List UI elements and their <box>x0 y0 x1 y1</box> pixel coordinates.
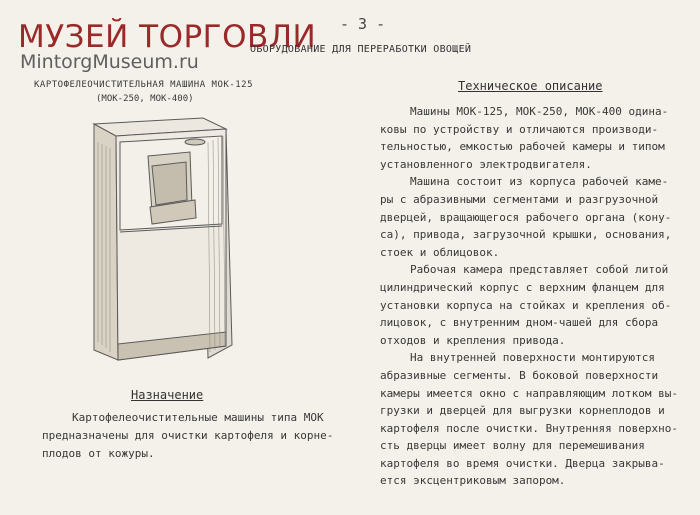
description-line: тельностью, емкостью рабочей камеры и типом <box>380 140 665 154</box>
purpose-line: плодов от кожуры. <box>42 447 155 460</box>
description-line: ковы по устройству и отличаются производи- <box>380 122 659 136</box>
description-line: установки корпуса на стойках и крепления об- <box>380 298 672 312</box>
purpose-line: Картофелеочистительные машины типа МОК <box>72 411 324 424</box>
machine-title: КАРТОФЕЛЕОЧИСТИТЕЛЬНАЯ МАШИНА МОК-125 <box>34 80 253 90</box>
description-line: абразивные сегменты. В боковой поверхности <box>380 368 659 382</box>
purpose-line: предназначены для очистки картофеля и корне- <box>42 429 334 442</box>
description-line: Машина состоит из корпуса рабочей каме- <box>410 175 669 189</box>
description-line: цилиндрический корпус с верхним фланцем для <box>380 280 665 294</box>
museum-watermark-url: MintorgMuseum.ru <box>20 51 199 73</box>
machine-illustration <box>80 112 250 367</box>
section-header: ОБОРУДОВАНИЕ ДЛЯ ПЕРЕРАБОТКИ ОВОЩЕЙ <box>250 44 472 55</box>
description-line: Машины МОК-125, МОК-250, МОК-400 одина- <box>410 105 669 118</box>
description-line: грузки и дверцей для выгрузки корнеплодов и <box>380 404 665 418</box>
description-line: Рабочая камера представляет собой литой <box>410 263 669 277</box>
purpose-heading: Назначение <box>131 388 204 402</box>
description-line: стоек и облицовок. <box>380 245 500 259</box>
description-paragraph-2 <box>380 173 685 261</box>
description-line: картофеля во время очистки. Дверца закрыва- <box>380 456 665 470</box>
description-line: отходов и крепления привода. <box>380 333 566 347</box>
machine-subtitle: (МОК-250, МОК-400) <box>96 94 194 104</box>
description-heading: Техническое описание <box>458 79 603 93</box>
description-line: На внутренней поверхности монтируются <box>410 351 656 365</box>
description-line: ры с абразивными сегментами и разгрузочной <box>380 192 659 206</box>
description-line: са), привода, загрузочной крышки, основания, <box>380 228 672 242</box>
description-text <box>380 103 685 490</box>
museum-watermark-title: МУЗЕЙ ТОРГОВЛИ <box>18 19 317 55</box>
description-line: картофеля после очистки. Внутренняя поверхно- <box>380 421 679 435</box>
description-line: лицовок, с внутренним дном-чашей для сбора <box>380 316 659 330</box>
description-line: ется эксцентриковым запором. <box>380 474 566 488</box>
description-line: сть дверцы имеет волну для перемешивания <box>380 439 645 453</box>
page-number: - 3 - <box>340 15 386 33</box>
description-line: камеры имеется окно с направляющим лотком вы- <box>380 386 679 400</box>
description-paragraph-4 <box>380 349 685 490</box>
description-line: дверцей, вращающегося рабочего органа (кону- <box>380 210 672 224</box>
purpose-text <box>42 409 342 463</box>
description-paragraph-1 <box>380 103 685 173</box>
description-line: установленного электродвигателя. <box>380 157 592 171</box>
description-paragraph-3 <box>380 261 685 349</box>
